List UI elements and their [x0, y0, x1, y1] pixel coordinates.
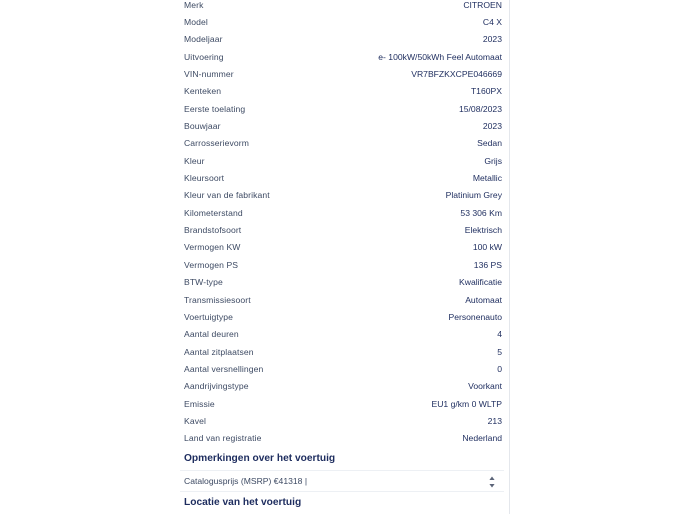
spec-row: [184, 256, 502, 273]
spec-value: Personenauto: [448, 311, 502, 322]
spec-label: Vermogen KW: [184, 242, 241, 253]
spec-label: BTW-type: [184, 277, 223, 288]
spec-value: Grijs: [484, 155, 502, 166]
spec-value: CITROEN: [463, 0, 502, 10]
spec-label: Transmissiesoort: [184, 294, 251, 305]
spec-label: Kilometerstand: [184, 207, 243, 218]
spec-label: Kleursoort: [184, 173, 225, 184]
spec-row: [184, 395, 502, 412]
spec-row: [184, 83, 502, 100]
spec-row: [184, 430, 502, 447]
spec-row: [184, 100, 502, 117]
spec-label: Aantal deuren: [184, 329, 239, 340]
location-section-title: Locatie van het voertuig: [184, 497, 302, 508]
spec-value: Automaat: [465, 294, 502, 305]
spec-value: T160PX: [470, 86, 502, 97]
spec-row: [184, 31, 502, 48]
spec-label: Kavel: [184, 415, 206, 426]
spec-row: [184, 152, 502, 169]
spec-label: Eerste toelating: [184, 103, 246, 114]
spec-row: [184, 308, 502, 325]
spec-value: 100 kW: [472, 242, 502, 253]
spec-row: [184, 187, 502, 204]
spec-value: 213: [487, 415, 502, 426]
spec-value: 4: [497, 329, 502, 340]
spec-value: C4 X: [482, 17, 502, 28]
spec-row: [184, 48, 502, 65]
spec-label: Aantal versnellingen: [184, 363, 264, 374]
spec-row: [184, 117, 502, 134]
spec-label: Emissie: [184, 398, 215, 409]
spec-label: Kenteken: [184, 86, 222, 97]
spec-value: e- 100kW/50kWh Feel Automaat: [378, 51, 502, 62]
spec-label: Modeljaar: [184, 34, 223, 45]
spec-row: [184, 13, 502, 30]
vehicle-details-panel: [168, 0, 510, 514]
spec-row: [184, 65, 502, 82]
spec-value: 5: [497, 346, 502, 357]
spec-row: [184, 239, 502, 256]
spec-value: Sedan: [477, 138, 502, 149]
spec-label: Kleur: [184, 155, 205, 166]
spec-label: Merk: [184, 0, 204, 10]
spec-value: 2023: [482, 121, 502, 132]
vehicle-spec-list: [184, 0, 502, 447]
spec-label: Aandrijvingstype: [184, 381, 249, 392]
spec-row: [184, 326, 502, 343]
spec-value: Nederland: [462, 433, 502, 444]
spec-value: Voorkant: [468, 381, 502, 392]
spec-value: Kwalificatie: [459, 277, 502, 288]
spec-value: Metallic: [472, 173, 502, 184]
spec-label: Vermogen PS: [184, 259, 239, 270]
spec-row: [184, 135, 502, 152]
spec-row: [184, 378, 502, 395]
remarks-scroll-box[interactable]: [180, 470, 504, 492]
spec-row: [184, 412, 502, 429]
spec-row: [184, 343, 502, 360]
spec-value: 2023: [482, 34, 502, 45]
spec-value: Platinium Grey: [445, 190, 502, 201]
spec-row: [184, 0, 502, 13]
spec-value: 15/08/2023: [458, 103, 502, 114]
spec-row: [184, 221, 502, 238]
spec-label: Land van registratie: [184, 433, 262, 444]
remarks-text: Catalogusprijs (MSRP) €41318 |: [184, 476, 308, 486]
spec-row: [184, 291, 502, 308]
spec-value: 0: [497, 363, 502, 374]
spec-label: Carrosserievorm: [184, 138, 250, 149]
spec-row: [184, 274, 502, 291]
remarks-section-title: Opmerkingen over het voertuig: [184, 453, 336, 464]
spec-label: VIN-nummer: [184, 69, 234, 80]
spec-value: 53 306 Km: [460, 207, 502, 218]
spec-label: Voertuigtype: [184, 311, 233, 322]
spec-label: Kleur van de fabrikant: [184, 190, 270, 201]
spec-value: Elektrisch: [464, 225, 502, 236]
spec-value: EU1 g/km 0 WLTP: [431, 398, 502, 409]
spec-label: Brandstofsoort: [184, 225, 242, 236]
spec-value: VR7BFZKXCPE046669: [411, 69, 502, 80]
spec-label: Bouwjaar: [184, 121, 221, 132]
spec-label: Model: [184, 17, 208, 28]
spec-label: Uitvoering: [184, 51, 224, 62]
scroll-up-down-icon[interactable]: [488, 475, 496, 489]
spec-label: Aantal zitplaatsen: [184, 346, 254, 357]
spec-row: [184, 360, 502, 377]
spec-row: [184, 169, 502, 186]
spec-value: 136 PS: [473, 259, 502, 270]
spec-row: [184, 204, 502, 221]
